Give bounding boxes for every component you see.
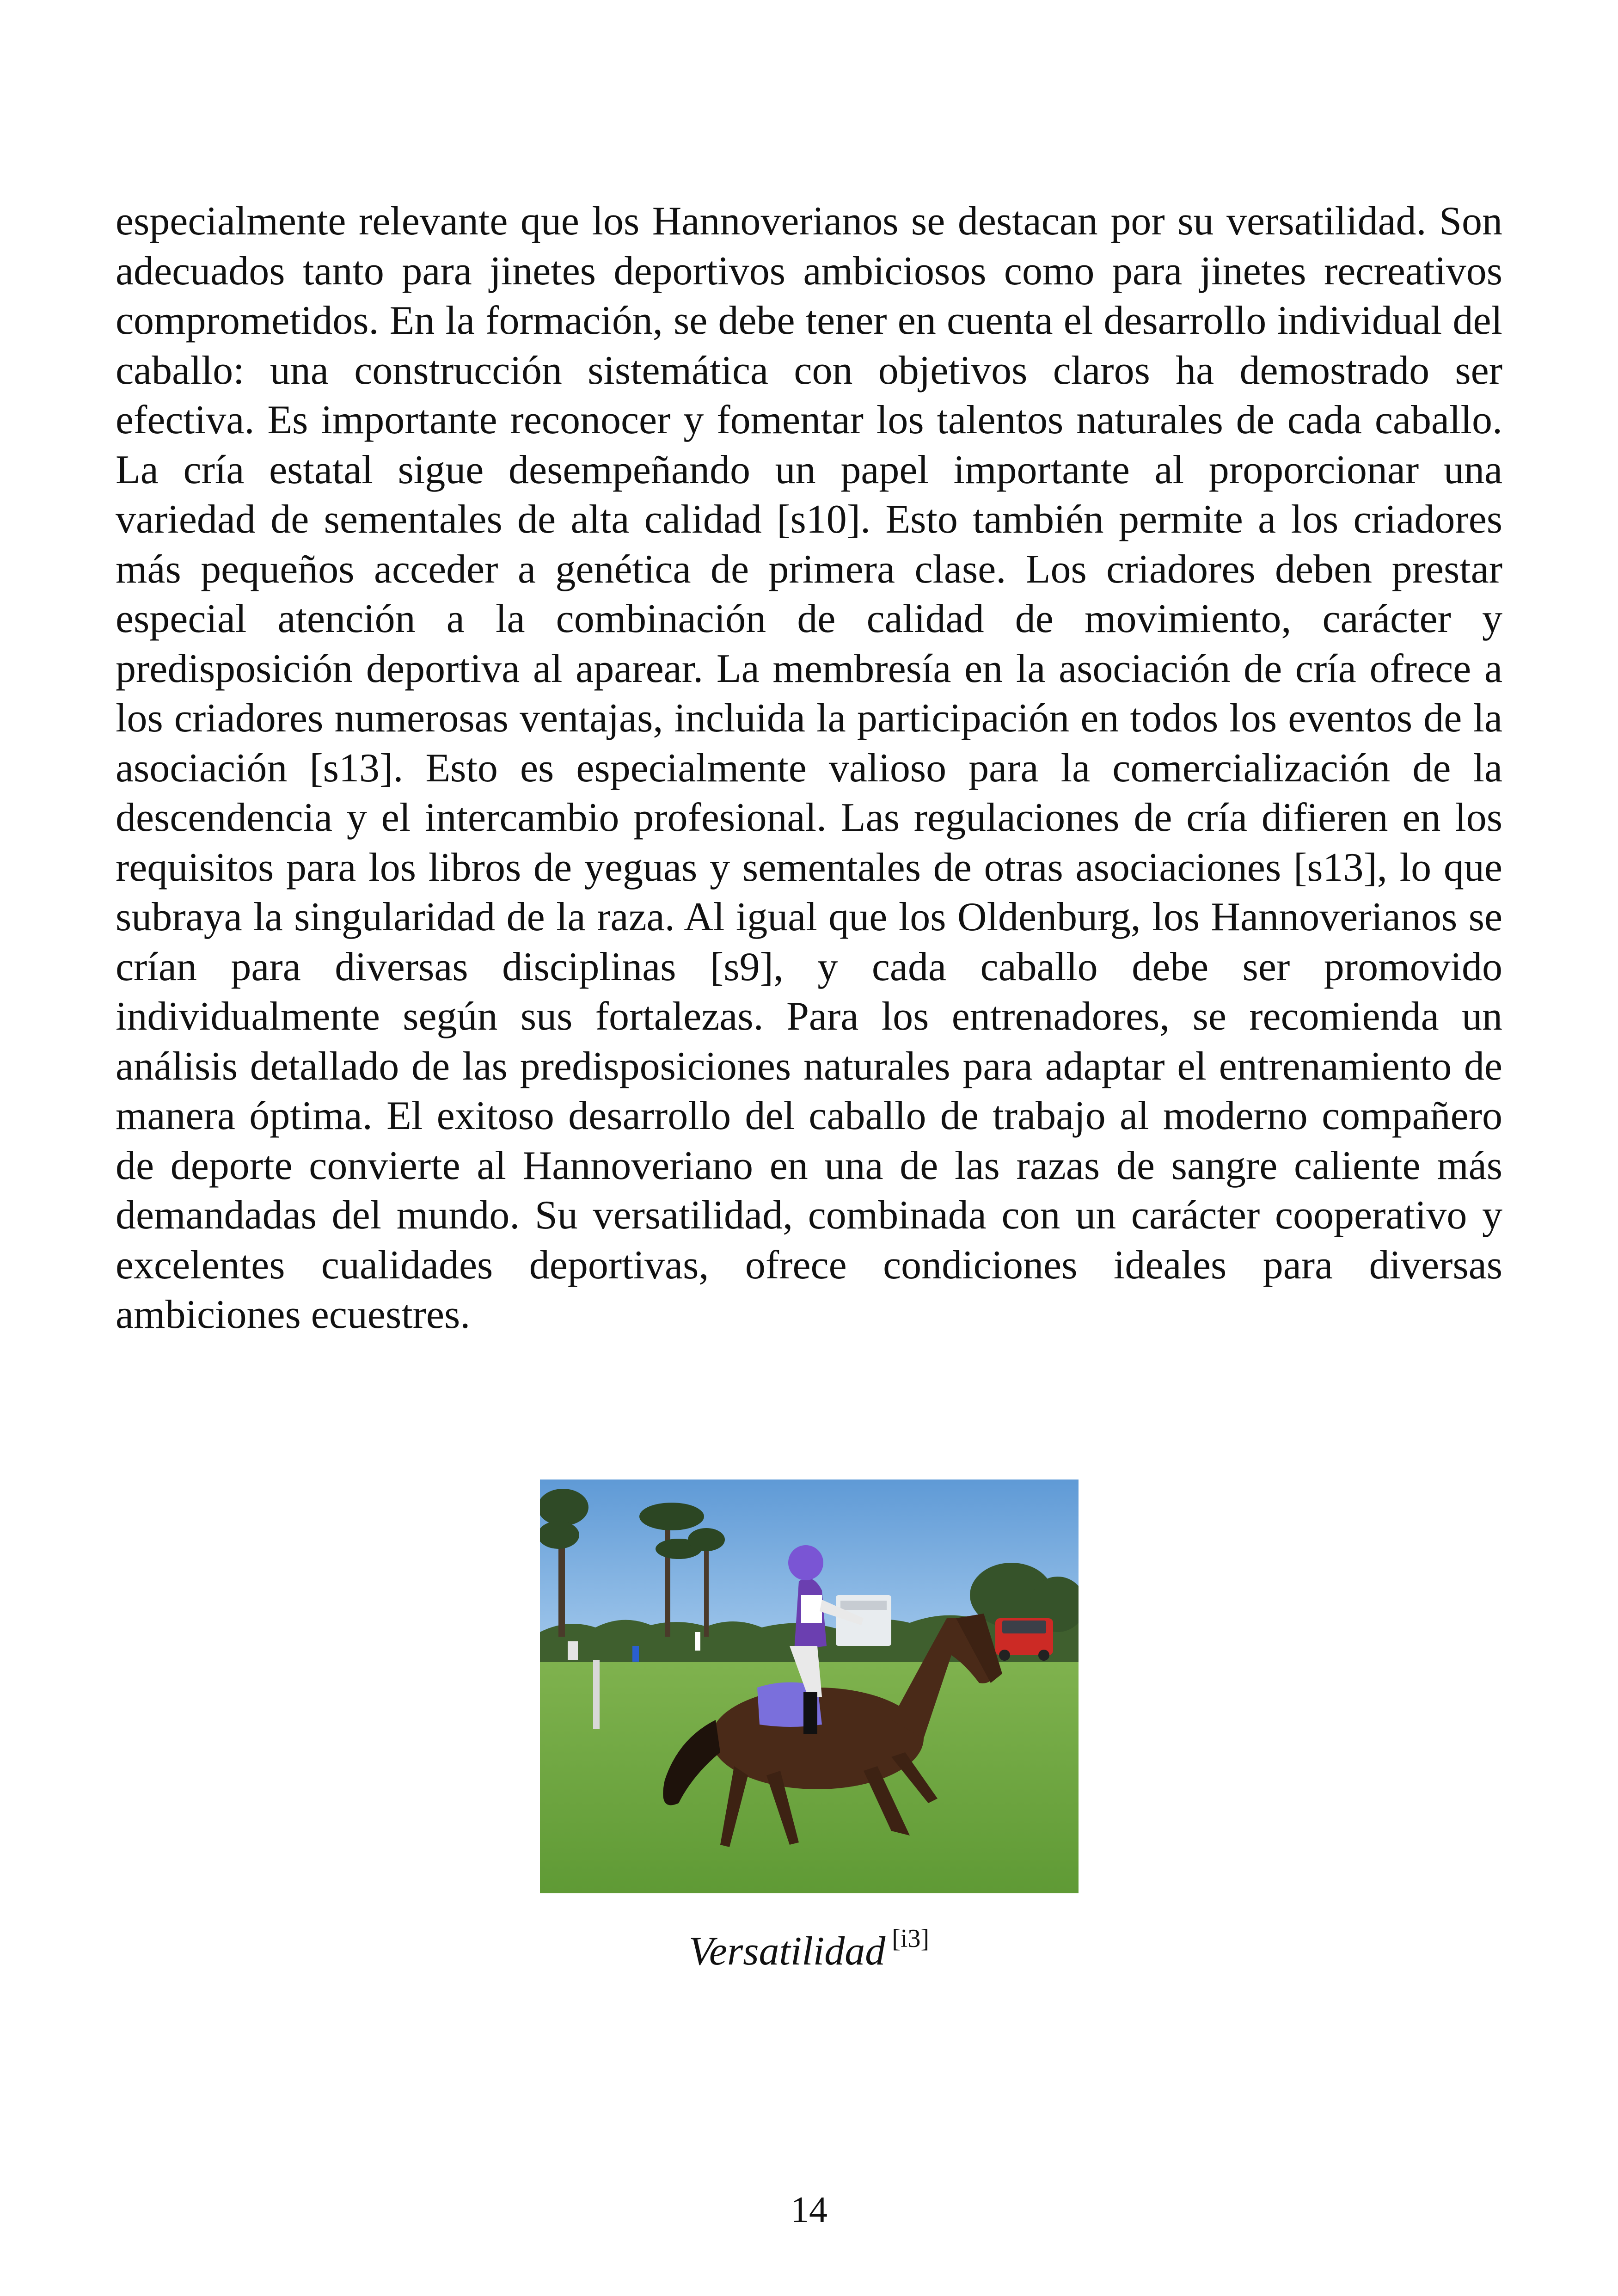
page-number: 14 (791, 2190, 827, 2230)
horse-rider-photo (540, 1480, 1079, 1893)
figure-caption-text: Versatilidad (688, 1929, 886, 1974)
body-paragraph: especialmente relevante que los Hannoverianos se destacan por su versatilidad. Son adecuados tanto para jinetes deportivos ambiciosos como para jinetes recreativos comprometidos. En la formación, se debe tener en cuenta el desarrollo individual del caballo: una construcción sistemática con objetivos claros ha demostrado ser efectiva. Es importante reconocer y fomentar los talentos naturales de cada caballo. La cría estatal sigue desempeñando un papel importante al proporcionar una variedad de sementales de alta calidad [s10]. Esto también permite a los criadores más pequeños acceder a genética de primera clase. Los criadores deben prestar especial atención a la combinación de calidad de movimiento, carácter y predisposición deportiva al aparear. La membresía en la asociación de cría ofrece a los criadores numerosas ventajas, incluida la participación en todos los eventos de la asociación [s13]. Esto es especialmente valioso para la comercialización de la descendencia y el intercambio profesional. Las regulaciones de cría difieren en los requisitos para los libros de yeguas y sementales de otras asociaciones [s13], lo que subraya la singularidad de la raza. Al igual que los Oldenburg, los Hannoverianos se crían para diversas disciplinas [s9], y cada caballo debe ser promovido individualmente según sus fortalezas. Para los entrenadores, se recomienda un análisis detallado de las predisposiciones naturales para adaptar el entrenamiento de manera óptima. El exitoso desarrollo del caballo de trabajo al moderno compañero de deporte convierte al Hannoveriano en una de las razas de sangre caliente más demandadas del mundo. Su versatilidad, combinada con un carácter cooperativo y excelentes cualidades deportivas, ofrece condiciones ideales para diversas ambiciones ecuestres. (116, 199, 1502, 1337)
figure-caption-reference: [i3] (892, 1924, 930, 1953)
figure-caption (0, 1924, 1618, 1975)
